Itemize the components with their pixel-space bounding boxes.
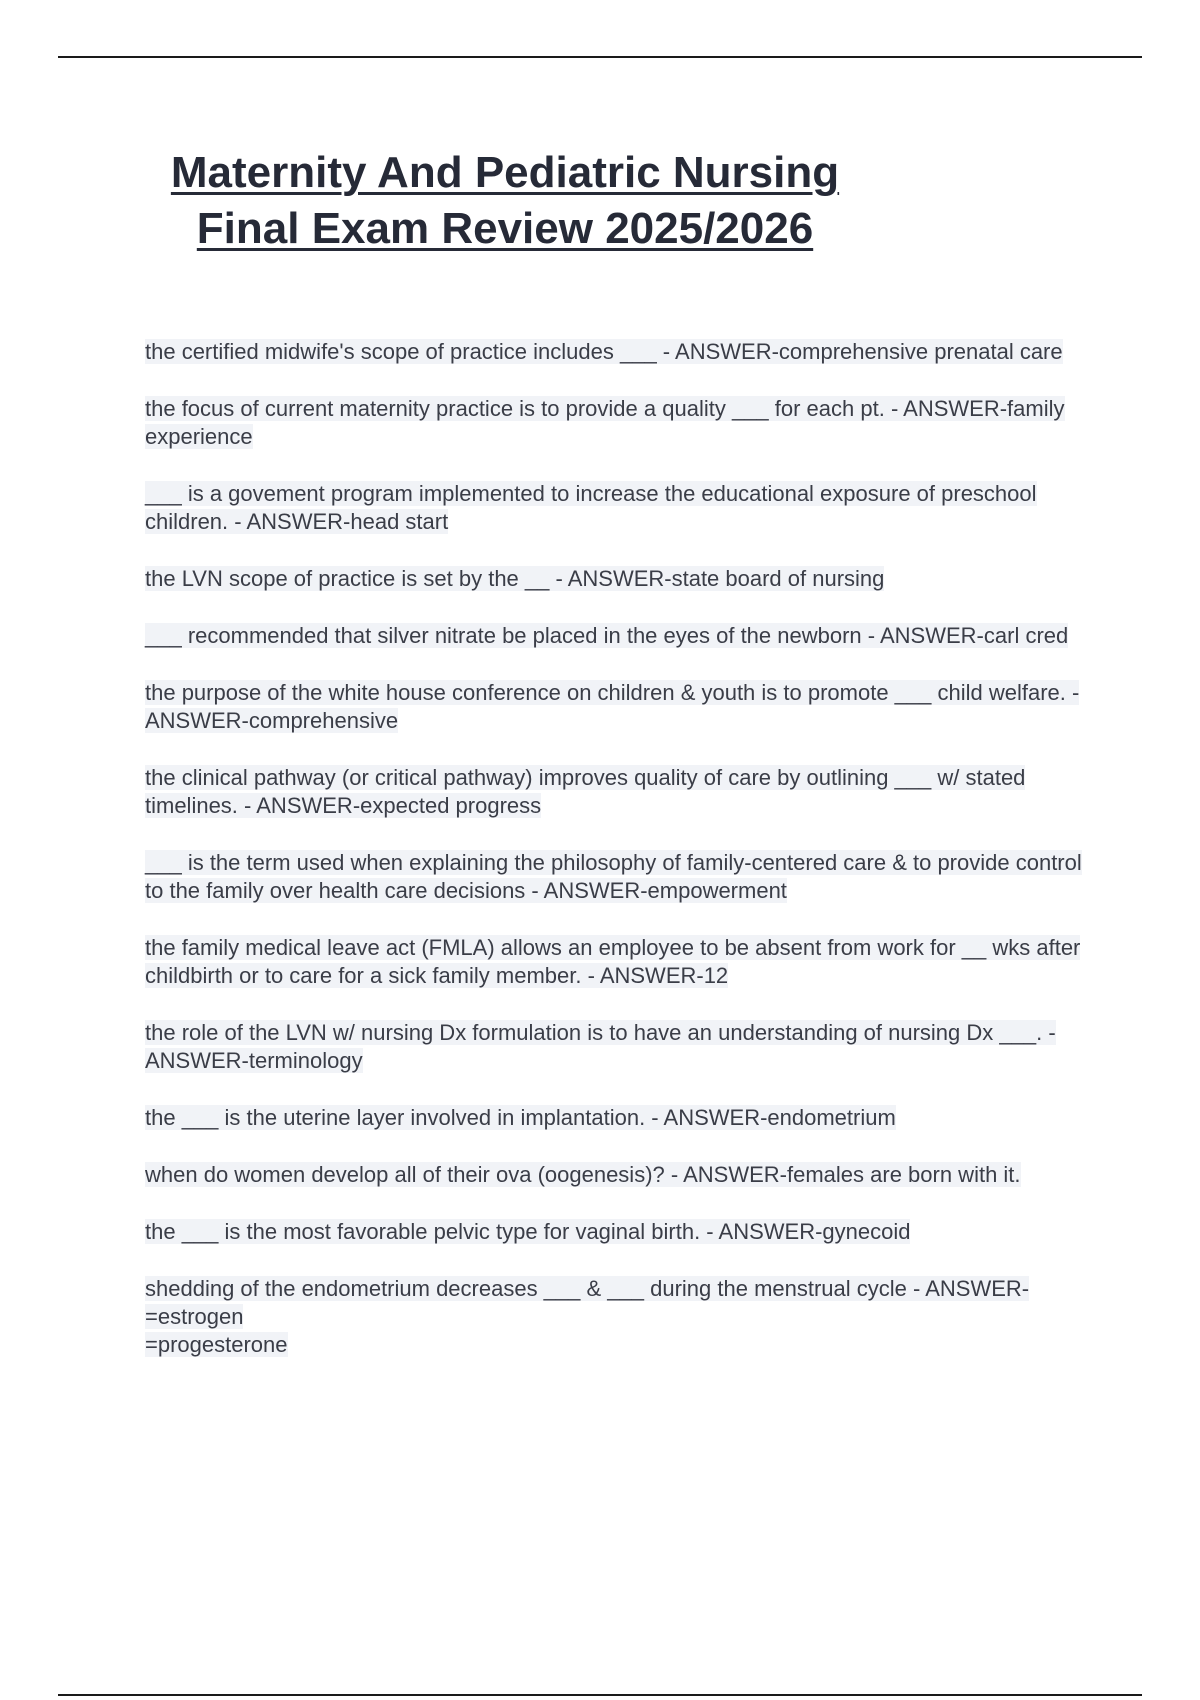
qa-item: the role of the LVN w/ nursing Dx formulation is to have an understanding of nursing Dx ___. - ANSWER-terminology	[145, 1020, 1056, 1073]
qa-item: the family medical leave act (FMLA) allows an employee to be absent from work for __ wks after childbirth or to care for a sick family member. - ANSWER-12	[145, 935, 1081, 988]
qa-item: the focus of current maternity practice is to provide a quality ___ for each pt. - ANSWER-family experience	[145, 396, 1065, 449]
qa-item: the purpose of the white house conference on children & youth is to promote ___ child welfare. - ANSWER-comprehensive	[145, 680, 1080, 733]
qa-item: the LVN scope of practice is set by the __ - ANSWER-state board of nursing	[145, 566, 885, 591]
qa-item: ___ recommended that silver nitrate be placed in the eyes of the newborn - ANSWER-carl cred	[145, 623, 1069, 648]
document-title: Maternity And Pediatric Nursing Final Exam Review 2025/2026	[170, 148, 840, 253]
qa-item: shedding of the endometrium decreases ___ & ___ during the menstrual cycle - ANSWER-=estrogen =progesterone	[145, 1276, 1030, 1357]
qa-item: the ___ is the uterine layer involved in implantation. - ANSWER-endometrium	[145, 1105, 896, 1130]
question-answer-list	[145, 338, 1095, 1388]
qa-item: the certified midwife's scope of practice includes ___ - ANSWER-comprehensive prenatal care	[145, 339, 1063, 364]
qa-item: the clinical pathway (or critical pathway) improves quality of care by outlining ___ w/ stated timelines. - ANSWER-expected progress	[145, 765, 1026, 818]
qa-item: ___ is a govement program implemented to increase the educational exposure of preschool children. - ANSWER-head start	[145, 481, 1037, 534]
bottom-rule	[58, 1694, 1142, 1696]
top-rule	[58, 56, 1142, 58]
qa-item: when do women develop all of their ova (oogenesis)? - ANSWER-females are born with it.	[145, 1162, 1021, 1187]
qa-item: the ___ is the most favorable pelvic type for vaginal birth. - ANSWER-gynecoid	[145, 1219, 911, 1244]
qa-item: ___ is the term used when explaining the philosophy of family-centered care & to provide control to the family over health care decisions - ANSWER-empowerment	[145, 850, 1082, 903]
